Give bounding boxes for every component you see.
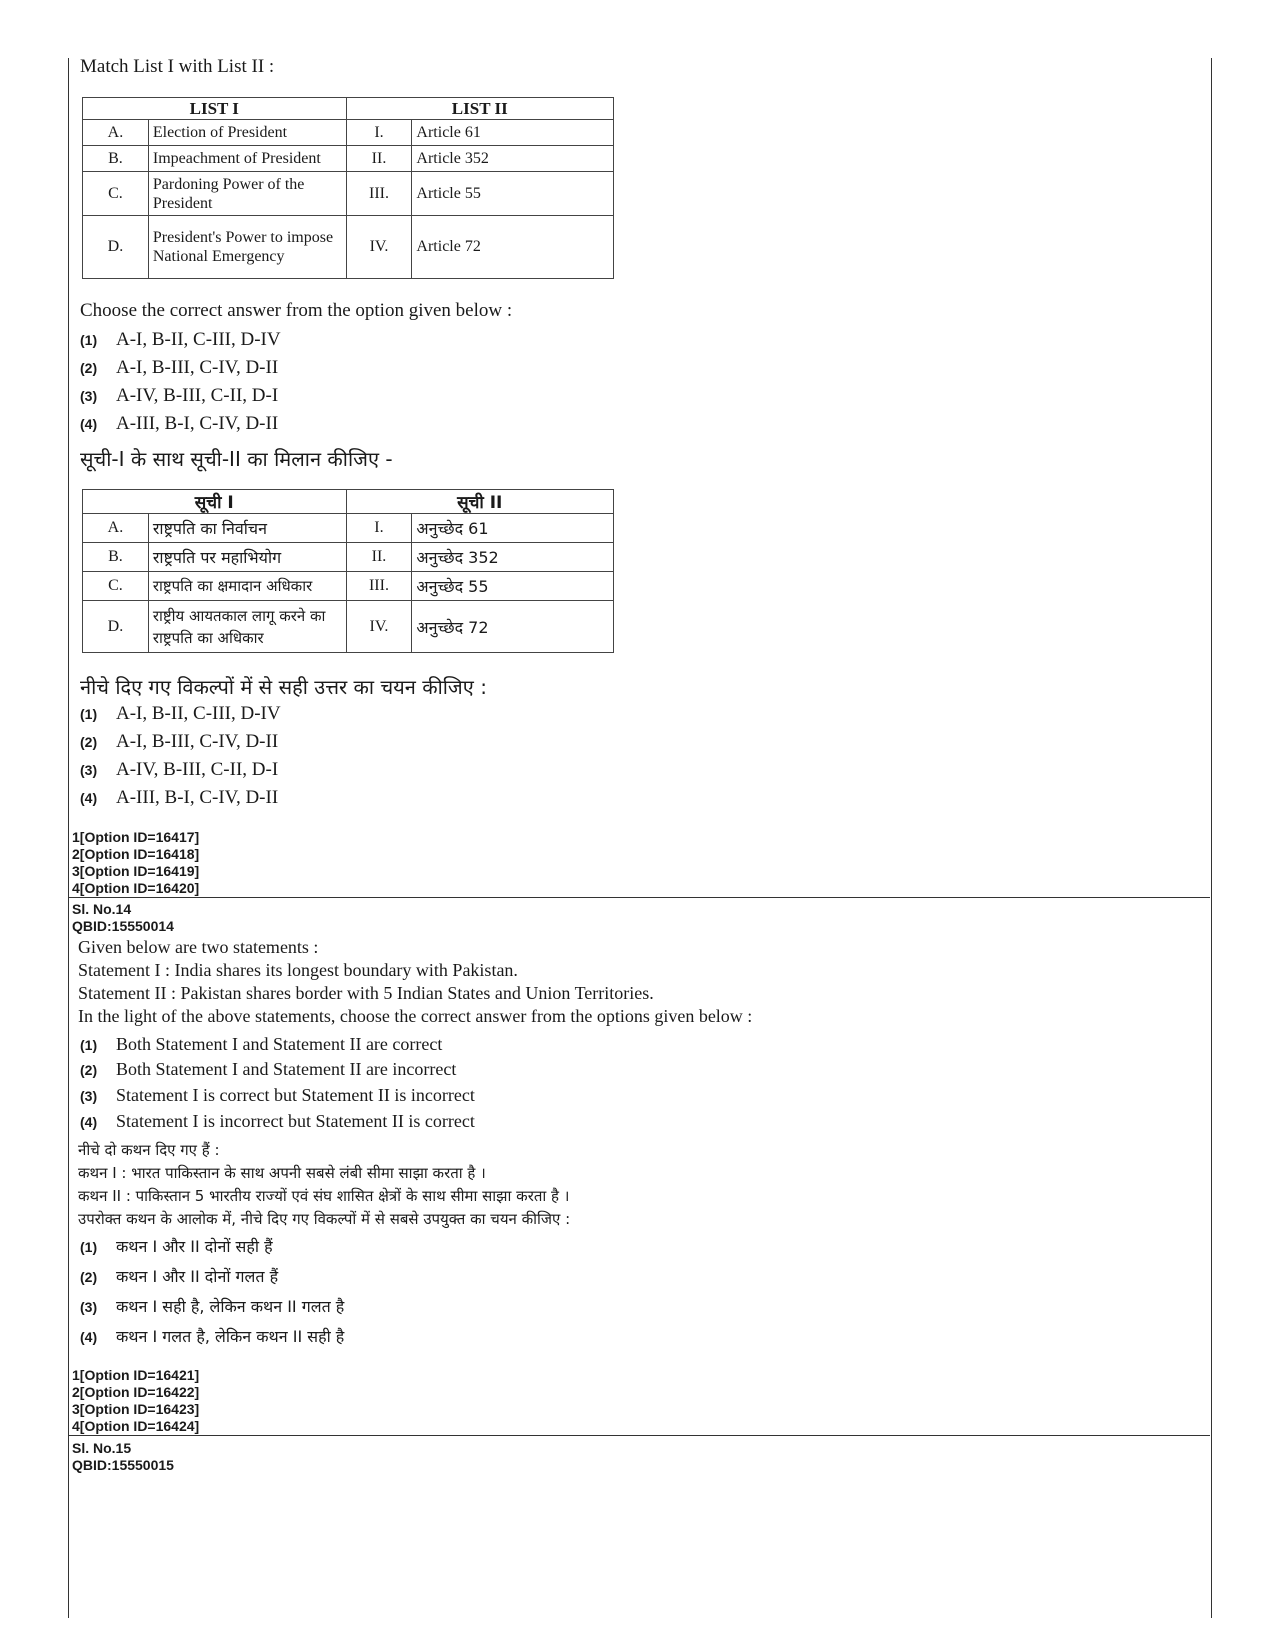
q14-header (72, 901, 174, 935)
statement-line: Statement II : Pakistan shares border with 5 Indian States and Union Territories. (78, 983, 654, 1003)
row-value: अनुच्छेद 72 (412, 601, 614, 653)
qbid: QBID:15550015 (72, 1457, 174, 1473)
option-number: (3) (80, 1088, 98, 1104)
row-letter: D. (83, 601, 149, 653)
option-text: A-III, B-I, C-IV, D-II (116, 413, 279, 434)
row-letter: C. (83, 172, 149, 216)
divider (68, 1435, 1210, 1436)
option-text: A-I, B-III, C-IV, D-II (116, 731, 279, 752)
row-item: राष्ट्रपति का निर्वाचन (148, 514, 346, 543)
q13-choose-hi: नीचे दिए गए विकल्पों में से सही उत्तर का चयन कीजिए : (80, 675, 487, 699)
table-row (83, 543, 614, 572)
row-value: अनुच्छेद 352 (412, 543, 614, 572)
option-id: 1[Option ID=16421] (72, 1367, 200, 1383)
row-roman: II. (346, 146, 412, 172)
table-header-list2: सूची II (346, 490, 614, 514)
option-number: (3) (80, 388, 98, 404)
q14-option-en-3[interactable] (80, 1085, 475, 1106)
statement-line: Given below are two statements : (78, 937, 319, 957)
q13-match-table-hi (82, 489, 614, 653)
row-item: Impeachment of President (148, 146, 346, 172)
option-number: (4) (80, 1329, 98, 1345)
table-header-list1: सूची I (83, 490, 347, 514)
q13-prompt-hi: सूची-I के साथ सूची-II का मिलान कीजिए - (80, 447, 393, 471)
option-text: A-IV, B-III, C-II, D-I (116, 759, 279, 780)
option-number: (1) (80, 706, 98, 722)
statement-line: कथन I : भारत पाकिस्तान के साथ अपनी सबसे लंबी सीमा साझा करता है । (78, 1164, 486, 1182)
option-id: 2[Option ID=16418] (72, 846, 200, 862)
q13-option-en-4[interactable] (80, 413, 278, 435)
row-letter: D. (83, 216, 149, 279)
row-item: राष्ट्रपति पर महाभियोग (148, 543, 346, 572)
table-row (83, 572, 614, 601)
row-letter: B. (83, 146, 149, 172)
table-row (83, 601, 614, 653)
q13-option-en-3[interactable] (80, 385, 278, 407)
option-text: कथन I और II दोनों गलत हैं (116, 1267, 279, 1286)
option-number: (1) (80, 332, 98, 348)
table-header-list2: LIST II (346, 98, 613, 120)
option-id: 4[Option ID=16420] (72, 880, 200, 896)
option-number: (4) (80, 790, 98, 806)
statement-line: In the light of the above statements, choose the correct answer from the options given below : (78, 1006, 753, 1026)
option-number: (2) (80, 734, 98, 750)
option-id: 3[Option ID=16423] (72, 1401, 200, 1417)
option-text: Statement I is incorrect but Statement II is correct (116, 1111, 475, 1131)
q13-option-ids (72, 829, 199, 897)
row-letter: A. (83, 514, 149, 543)
q13-option-en-2[interactable] (80, 357, 278, 379)
q14-option-hi-3[interactable] (80, 1295, 344, 1317)
row-roman: III. (346, 172, 412, 216)
row-letter: A. (83, 120, 149, 146)
statement-line: कथन II : पाकिस्तान 5 भारतीय राज्यों एवं संघ शासित क्षेत्रों के साथ सीमा साझा करता है । (78, 1187, 570, 1205)
row-value: Article 72 (412, 216, 614, 279)
statement-line: उपरोक्त कथन के आलोक में, नीचे दिए गए विकल्पों में से सबसे उपयुक्त का चयन कीजिए : (78, 1210, 571, 1228)
row-roman: IV. (346, 216, 412, 279)
q14-option-ids (72, 1367, 199, 1435)
q13-option-hi-4[interactable] (80, 787, 278, 809)
q14-option-en-1[interactable] (80, 1034, 442, 1055)
row-value: अनुच्छेद 55 (412, 572, 614, 601)
option-id: 2[Option ID=16422] (72, 1384, 200, 1400)
option-number: (3) (80, 762, 98, 778)
option-id: 4[Option ID=16424] (72, 1418, 200, 1434)
q13-prompt-en: Match List I with List II : (80, 56, 275, 77)
row-item: President's Power to impose National Emergency (148, 216, 346, 279)
row-value: अनुच्छेद 61 (412, 514, 614, 543)
table-row (83, 120, 614, 146)
qbid: QBID:15550014 (72, 918, 174, 934)
q14-option-en-4[interactable] (80, 1111, 475, 1132)
q13-option-hi-3[interactable] (80, 759, 278, 781)
q13-match-table-en (82, 97, 614, 279)
option-id: 3[Option ID=16419] (72, 863, 200, 879)
option-number: (2) (80, 360, 98, 376)
option-text: A-IV, B-III, C-II, D-I (116, 385, 279, 406)
table-row (83, 146, 614, 172)
row-item: Election of President (148, 120, 346, 146)
q14-option-hi-2[interactable] (80, 1265, 278, 1287)
option-number: (2) (80, 1062, 98, 1078)
option-number: (1) (80, 1037, 98, 1053)
row-roman: III. (346, 572, 412, 601)
option-text: Both Statement I and Statement II are incorrect (116, 1059, 457, 1079)
option-text: A-I, B-II, C-III, D-IV (116, 703, 281, 724)
serial-number: Sl. No.15 (72, 1440, 132, 1456)
option-id: 1[Option ID=16417] (72, 829, 200, 845)
option-text: कथन I और II दोनों सही हैं (116, 1237, 273, 1256)
q13-choose-en: Choose the correct answer from the option given below : (80, 300, 513, 321)
option-number: (1) (80, 1239, 98, 1255)
q13-option-en-1[interactable] (80, 329, 281, 351)
row-letter: B. (83, 543, 149, 572)
row-item: राष्ट्रीय आयतकाल लागू करने का राष्ट्रपति का अधिकार (148, 601, 346, 653)
table-row (83, 514, 614, 543)
divider (68, 897, 1210, 898)
row-value: Article 55 (412, 172, 614, 216)
option-text: Both Statement I and Statement II are correct (116, 1034, 443, 1054)
row-roman: II. (346, 543, 412, 572)
q13-option-hi-1[interactable] (80, 703, 281, 725)
q14-option-hi-4[interactable] (80, 1325, 344, 1347)
q15-header (72, 1440, 174, 1474)
option-number: (2) (80, 1269, 98, 1285)
table-header-list1: LIST I (83, 98, 347, 120)
statement-line: Statement I : India shares its longest boundary with Pakistan. (78, 960, 518, 980)
row-item: Pardoning Power of the President (148, 172, 346, 216)
q14-option-hi-1[interactable] (80, 1235, 273, 1257)
statement-line: नीचे दो कथन दिए गए हैं : (78, 1141, 220, 1159)
option-text: Statement I is correct but Statement II is incorrect (116, 1085, 475, 1105)
option-text: कथन I सही है, लेकिन कथन II गलत है (116, 1297, 345, 1316)
option-text: A-I, B-II, C-III, D-IV (116, 329, 281, 350)
option-number: (4) (80, 416, 98, 432)
row-item: राष्ट्रपति का क्षमादान अधिकार (148, 572, 346, 601)
row-letter: C. (83, 572, 149, 601)
serial-number: Sl. No.14 (72, 901, 132, 917)
q14-option-en-2[interactable] (80, 1059, 456, 1080)
row-roman: IV. (346, 601, 412, 653)
q14-statements-hi (78, 1139, 570, 1231)
page-frame (68, 58, 1212, 1618)
option-text: A-I, B-III, C-IV, D-II (116, 357, 279, 378)
row-value: Article 61 (412, 120, 614, 146)
q13-option-hi-2[interactable] (80, 731, 278, 753)
option-text: कथन I गलत है, लेकिन कथन II सही है (116, 1327, 345, 1346)
table-row (83, 216, 614, 279)
table-row (83, 172, 614, 216)
option-number: (3) (80, 1299, 98, 1315)
q14-statements-en (78, 936, 752, 1028)
row-value: Article 352 (412, 146, 614, 172)
option-text: A-III, B-I, C-IV, D-II (116, 787, 279, 808)
option-number: (4) (80, 1114, 98, 1130)
row-roman: I. (346, 514, 412, 543)
row-roman: I. (346, 120, 412, 146)
